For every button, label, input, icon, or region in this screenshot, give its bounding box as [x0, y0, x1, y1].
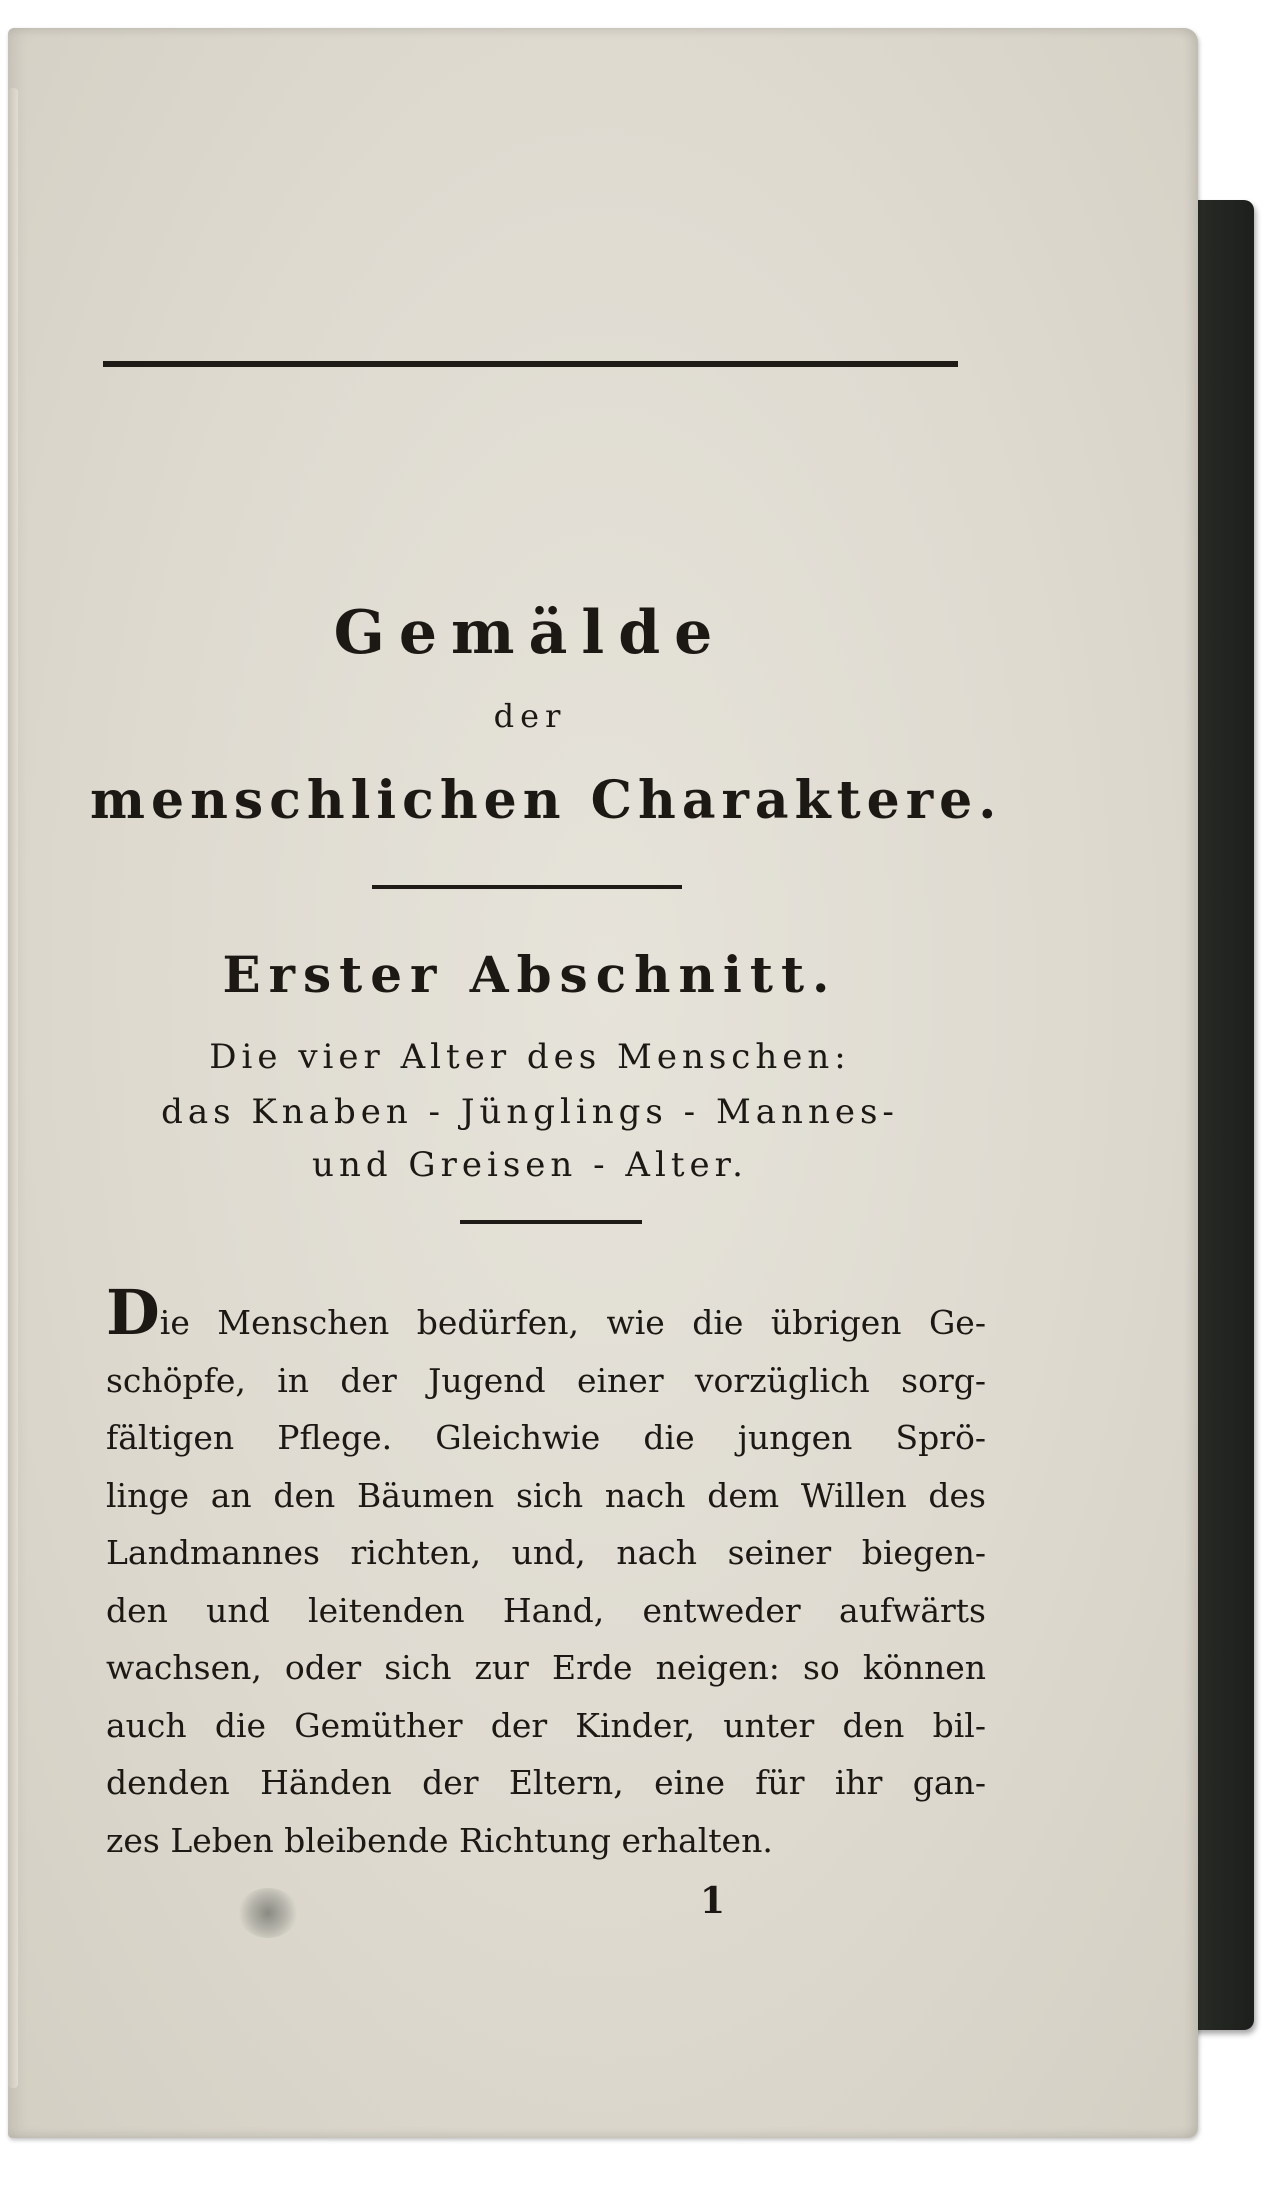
body-line: schöpfe, in der Jugend einer vorzüglich sorg-	[106, 1360, 986, 1400]
page-edge	[8, 88, 18, 2088]
body-line	[106, 1276, 986, 1352]
section-subtitle-line: und Greisen - Alter.	[312, 1145, 748, 1185]
first-line-text: ie Menschen bedürfen, wie die übrigen Ge-	[159, 1303, 986, 1342]
book-title: Gemälde	[333, 598, 727, 668]
page-number: 1	[700, 1880, 726, 1922]
section-rule	[460, 1220, 642, 1224]
ink-smudge	[238, 1888, 298, 1938]
section-subtitle-line: Die vier Alter des Menschen:	[209, 1037, 851, 1077]
body-line: wachsen, oder sich zur Erde neigen: so können	[106, 1648, 986, 1687]
title-connector: der	[493, 697, 567, 735]
body-line: fältigen Pflege. Gleichwie die jungen Sprö-	[106, 1418, 986, 1457]
body-line: linge an den Bäumen sich nach dem Willen des	[106, 1475, 986, 1515]
middle-rule	[372, 885, 682, 889]
body-paragraph	[106, 1276, 986, 1869]
body-line: denden Händen der Eltern, eine für ihr gan-	[106, 1763, 986, 1802]
section-subtitle-line: das Knaben - Jünglings - Mannes-	[161, 1092, 899, 1132]
section-heading: Erster Abschnitt.	[222, 945, 838, 1004]
top-rule	[103, 361, 958, 367]
body-line: den und leitenden Hand, entweder aufwärts	[106, 1590, 986, 1630]
body-line: auch die Gemüther der Kinder, unter den bil-	[106, 1705, 986, 1745]
body-line: Landmannes richten, und, nach seiner biegen-	[106, 1533, 986, 1572]
body-line: zes Leben bleibende Richtung erhalten.	[106, 1820, 773, 1860]
drop-cap: D	[106, 1276, 160, 1349]
book-subtitle: menschlichen Charaktere.	[90, 770, 1003, 831]
